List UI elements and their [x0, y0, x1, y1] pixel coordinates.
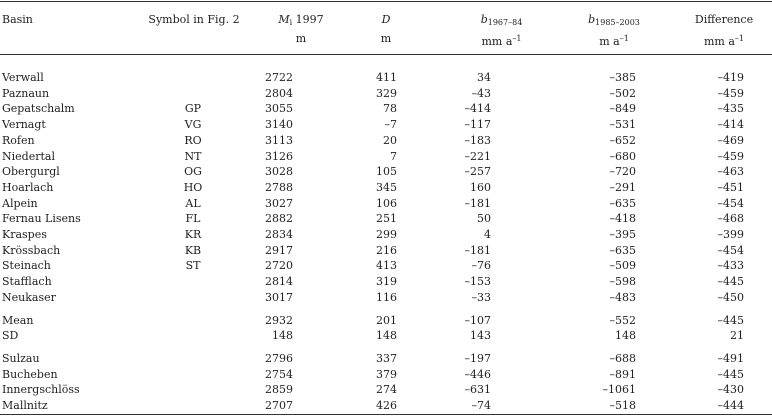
cell-sym: RO: [184, 133, 202, 147]
header-b2-symbol: b: [588, 13, 596, 26]
header-b2-subscript: 1985–2003: [595, 18, 640, 27]
cell-mai: 2859: [265, 383, 293, 397]
cell-basin: Innergschlöss: [2, 383, 80, 397]
cell-diff: –430: [717, 383, 744, 397]
cell-sym: AL: [185, 196, 201, 210]
cell-diff: 21: [730, 329, 744, 343]
cell-mai: 3017: [265, 290, 293, 304]
cell-basin: Obergurgl: [2, 165, 60, 179]
header-symbol: Symbol in Fig. 2: [148, 13, 240, 26]
cell-basin: Sulzau: [2, 351, 40, 365]
cell-mai: 2804: [265, 86, 293, 100]
cell-mai: 2814: [265, 275, 293, 289]
cell-d: 379: [376, 367, 397, 381]
cell-basin: Mallnitz: [2, 399, 48, 412]
cell-b2: –891: [609, 367, 636, 381]
header-mai-year: 1997: [295, 13, 324, 26]
unit-diff-base: mm a: [703, 35, 735, 48]
cell-b1: 34: [477, 71, 491, 84]
header-b1-symbol: b: [480, 13, 488, 26]
cell-diff: –463: [717, 165, 744, 179]
unit-b1: [463, 32, 540, 48]
cell-b1: –33: [471, 290, 491, 304]
cell-d: 426: [376, 399, 397, 412]
cell-basin: Stafflach: [2, 275, 52, 289]
cell-b1: –74: [471, 399, 491, 412]
cell-basin: Paznaun: [2, 86, 50, 100]
cell-d: 106: [376, 196, 397, 210]
cell-sym: HO: [183, 180, 203, 194]
cell-basin: Bucheben: [2, 367, 58, 381]
cell-basin: Gepatschalm: [2, 102, 75, 116]
cell-basin: Mean: [2, 313, 34, 327]
cell-mai: 3113: [265, 133, 293, 147]
cell-b1: –181: [464, 243, 491, 257]
unit-b2: [572, 32, 656, 48]
cell-diff: –450: [717, 290, 744, 304]
cell-b1: –197: [464, 351, 491, 365]
header-b1: [463, 13, 540, 29]
cell-b2: –635: [609, 243, 636, 257]
cell-basin: Fernau Lisens: [2, 212, 81, 226]
cell-mai: 2796: [265, 351, 293, 365]
cell-mai: 2720: [265, 259, 293, 273]
cell-mai: 3027: [265, 196, 293, 210]
cell-mai: 2707: [265, 399, 293, 412]
cell-d: 413: [376, 259, 397, 273]
cell-mai: 148: [272, 329, 293, 343]
cell-d: 201: [376, 313, 397, 327]
cell-b2: –720: [609, 165, 636, 179]
cell-diff: –491: [717, 351, 744, 365]
cell-b1: –153: [464, 275, 491, 289]
cell-d: 299: [376, 228, 397, 241]
cell-b2: –509: [609, 259, 636, 273]
cell-basin: SD: [2, 329, 19, 343]
cell-b2: –502: [609, 86, 636, 100]
cell-b1: –117: [464, 118, 491, 132]
cell-b1: –107: [464, 313, 491, 327]
cell-b2: –849: [609, 102, 636, 116]
cell-basin: Hoarlach: [2, 180, 54, 194]
cell-b2: –598: [609, 275, 636, 289]
cell-b1: –414: [464, 102, 491, 116]
cell-d: 337: [376, 351, 397, 365]
header-mai-subscript: i: [289, 18, 293, 27]
unit-mai: m: [295, 32, 307, 45]
cell-basin: Kraspes: [2, 228, 47, 241]
cell-basin: Neukaser: [2, 290, 56, 304]
cell-diff: –414: [717, 118, 744, 132]
cell-b2: –635: [609, 196, 636, 210]
cell-b2: –418: [609, 212, 636, 226]
cell-d: 216: [376, 243, 397, 257]
cell-diff: –433: [717, 259, 744, 273]
unit-b1-exp: –1: [512, 34, 522, 43]
cell-b2: –1061: [602, 383, 636, 397]
cell-sym: FL: [185, 212, 201, 226]
cell-d: 20: [383, 133, 397, 147]
cell-mai: 2882: [265, 212, 293, 226]
cell-b2: –385: [609, 71, 636, 84]
cell-d: 411: [376, 71, 397, 84]
cell-diff: –459: [717, 149, 744, 163]
header-d: D: [381, 13, 391, 26]
cell-d: 7: [390, 149, 397, 163]
cell-sym: GP: [184, 102, 202, 116]
cell-basin: Verwall: [2, 71, 44, 84]
cell-basin: Alpein: [2, 196, 38, 210]
cell-diff: –454: [717, 196, 744, 210]
cell-mai: 3028: [265, 165, 293, 179]
unit-b2-exp: –1: [619, 34, 629, 43]
cell-sym: KR: [184, 228, 202, 241]
cell-diff: –445: [717, 275, 744, 289]
cell-diff: –445: [717, 367, 744, 381]
cell-diff: –399: [717, 228, 744, 241]
cell-mai: 2932: [265, 313, 293, 327]
unit-b2-base: m a: [599, 35, 620, 48]
cell-b2: –531: [609, 118, 636, 132]
cell-b1: 50: [477, 212, 491, 226]
cell-diff: –445: [717, 313, 744, 327]
cell-b2: –552: [609, 313, 636, 327]
cell-b1: –257: [464, 165, 491, 179]
table-top-rule: [0, 1, 772, 2]
cell-d: 319: [376, 275, 397, 289]
cell-mai: 3140: [265, 118, 293, 132]
cell-b1: –221: [464, 149, 491, 163]
cell-basin: Niedertal: [2, 149, 55, 163]
cell-diff: –468: [717, 212, 744, 226]
cell-b2: 148: [615, 329, 636, 343]
header-mai: [258, 13, 344, 29]
cell-diff: –469: [717, 133, 744, 147]
cell-diff: –419: [717, 71, 744, 84]
cell-mai: 2754: [265, 367, 293, 381]
cell-d: –7: [384, 118, 397, 132]
header-basin: Basin: [2, 13, 33, 26]
cell-d: 274: [376, 383, 397, 397]
cell-basin: Steinach: [2, 259, 51, 273]
cell-diff: –454: [717, 243, 744, 257]
cell-b1: –76: [471, 259, 491, 273]
cell-mai: 3126: [265, 149, 293, 163]
cell-b2: –680: [609, 149, 636, 163]
cell-d: 345: [376, 180, 397, 194]
cell-sym: NT: [184, 149, 202, 163]
header-mai-symbol: M: [278, 13, 290, 26]
header-b2: [572, 13, 656, 29]
cell-mai: 3055: [265, 102, 293, 116]
cell-d: 78: [383, 102, 397, 116]
cell-mai: 2788: [265, 180, 293, 194]
cell-sym: ST: [185, 259, 201, 273]
cell-b1: –183: [464, 133, 491, 147]
cell-b1: 4: [484, 228, 491, 241]
cell-mai: 2834: [265, 228, 293, 241]
cell-b1: –446: [464, 367, 491, 381]
table-header-rule: [0, 54, 772, 55]
unit-b1-base: mm a: [481, 35, 513, 48]
header-difference: Difference: [694, 13, 754, 26]
cell-sym: KB: [184, 243, 202, 257]
unit-diff-exp: –1: [734, 34, 744, 43]
cell-b2: –652: [609, 133, 636, 147]
cell-b2: –688: [609, 351, 636, 365]
unit-difference: [682, 32, 766, 48]
cell-diff: –435: [717, 102, 744, 116]
cell-diff: –451: [717, 180, 744, 194]
cell-d: 148: [376, 329, 397, 343]
cell-basin: Krössbach: [2, 243, 61, 257]
cell-basin: Rofen: [2, 133, 35, 147]
cell-b1: 143: [470, 329, 491, 343]
cell-sym: VG: [184, 118, 202, 132]
cell-diff: –459: [717, 86, 744, 100]
cell-mai: 2917: [265, 243, 293, 257]
unit-d: m: [380, 32, 392, 45]
cell-b2: –291: [609, 180, 636, 194]
cell-sym: OG: [184, 165, 202, 179]
cell-d: 329: [376, 86, 397, 100]
cell-b2: –518: [609, 399, 636, 412]
cell-b1: –631: [464, 383, 491, 397]
cell-b2: –395: [609, 228, 636, 241]
cell-b1: –181: [464, 196, 491, 210]
cell-b1: –43: [471, 86, 491, 100]
table-bottom-rule: [0, 414, 772, 415]
header-b1-subscript: 1967–84: [487, 18, 523, 27]
cell-d: 116: [376, 290, 397, 304]
cell-b2: –483: [609, 290, 636, 304]
cell-mai: 2722: [265, 71, 293, 84]
cell-basin: Vernagt: [2, 118, 46, 132]
cell-d: 251: [376, 212, 397, 226]
cell-diff: –444: [717, 399, 744, 412]
cell-d: 105: [376, 165, 397, 179]
cell-b1: 160: [470, 180, 491, 194]
